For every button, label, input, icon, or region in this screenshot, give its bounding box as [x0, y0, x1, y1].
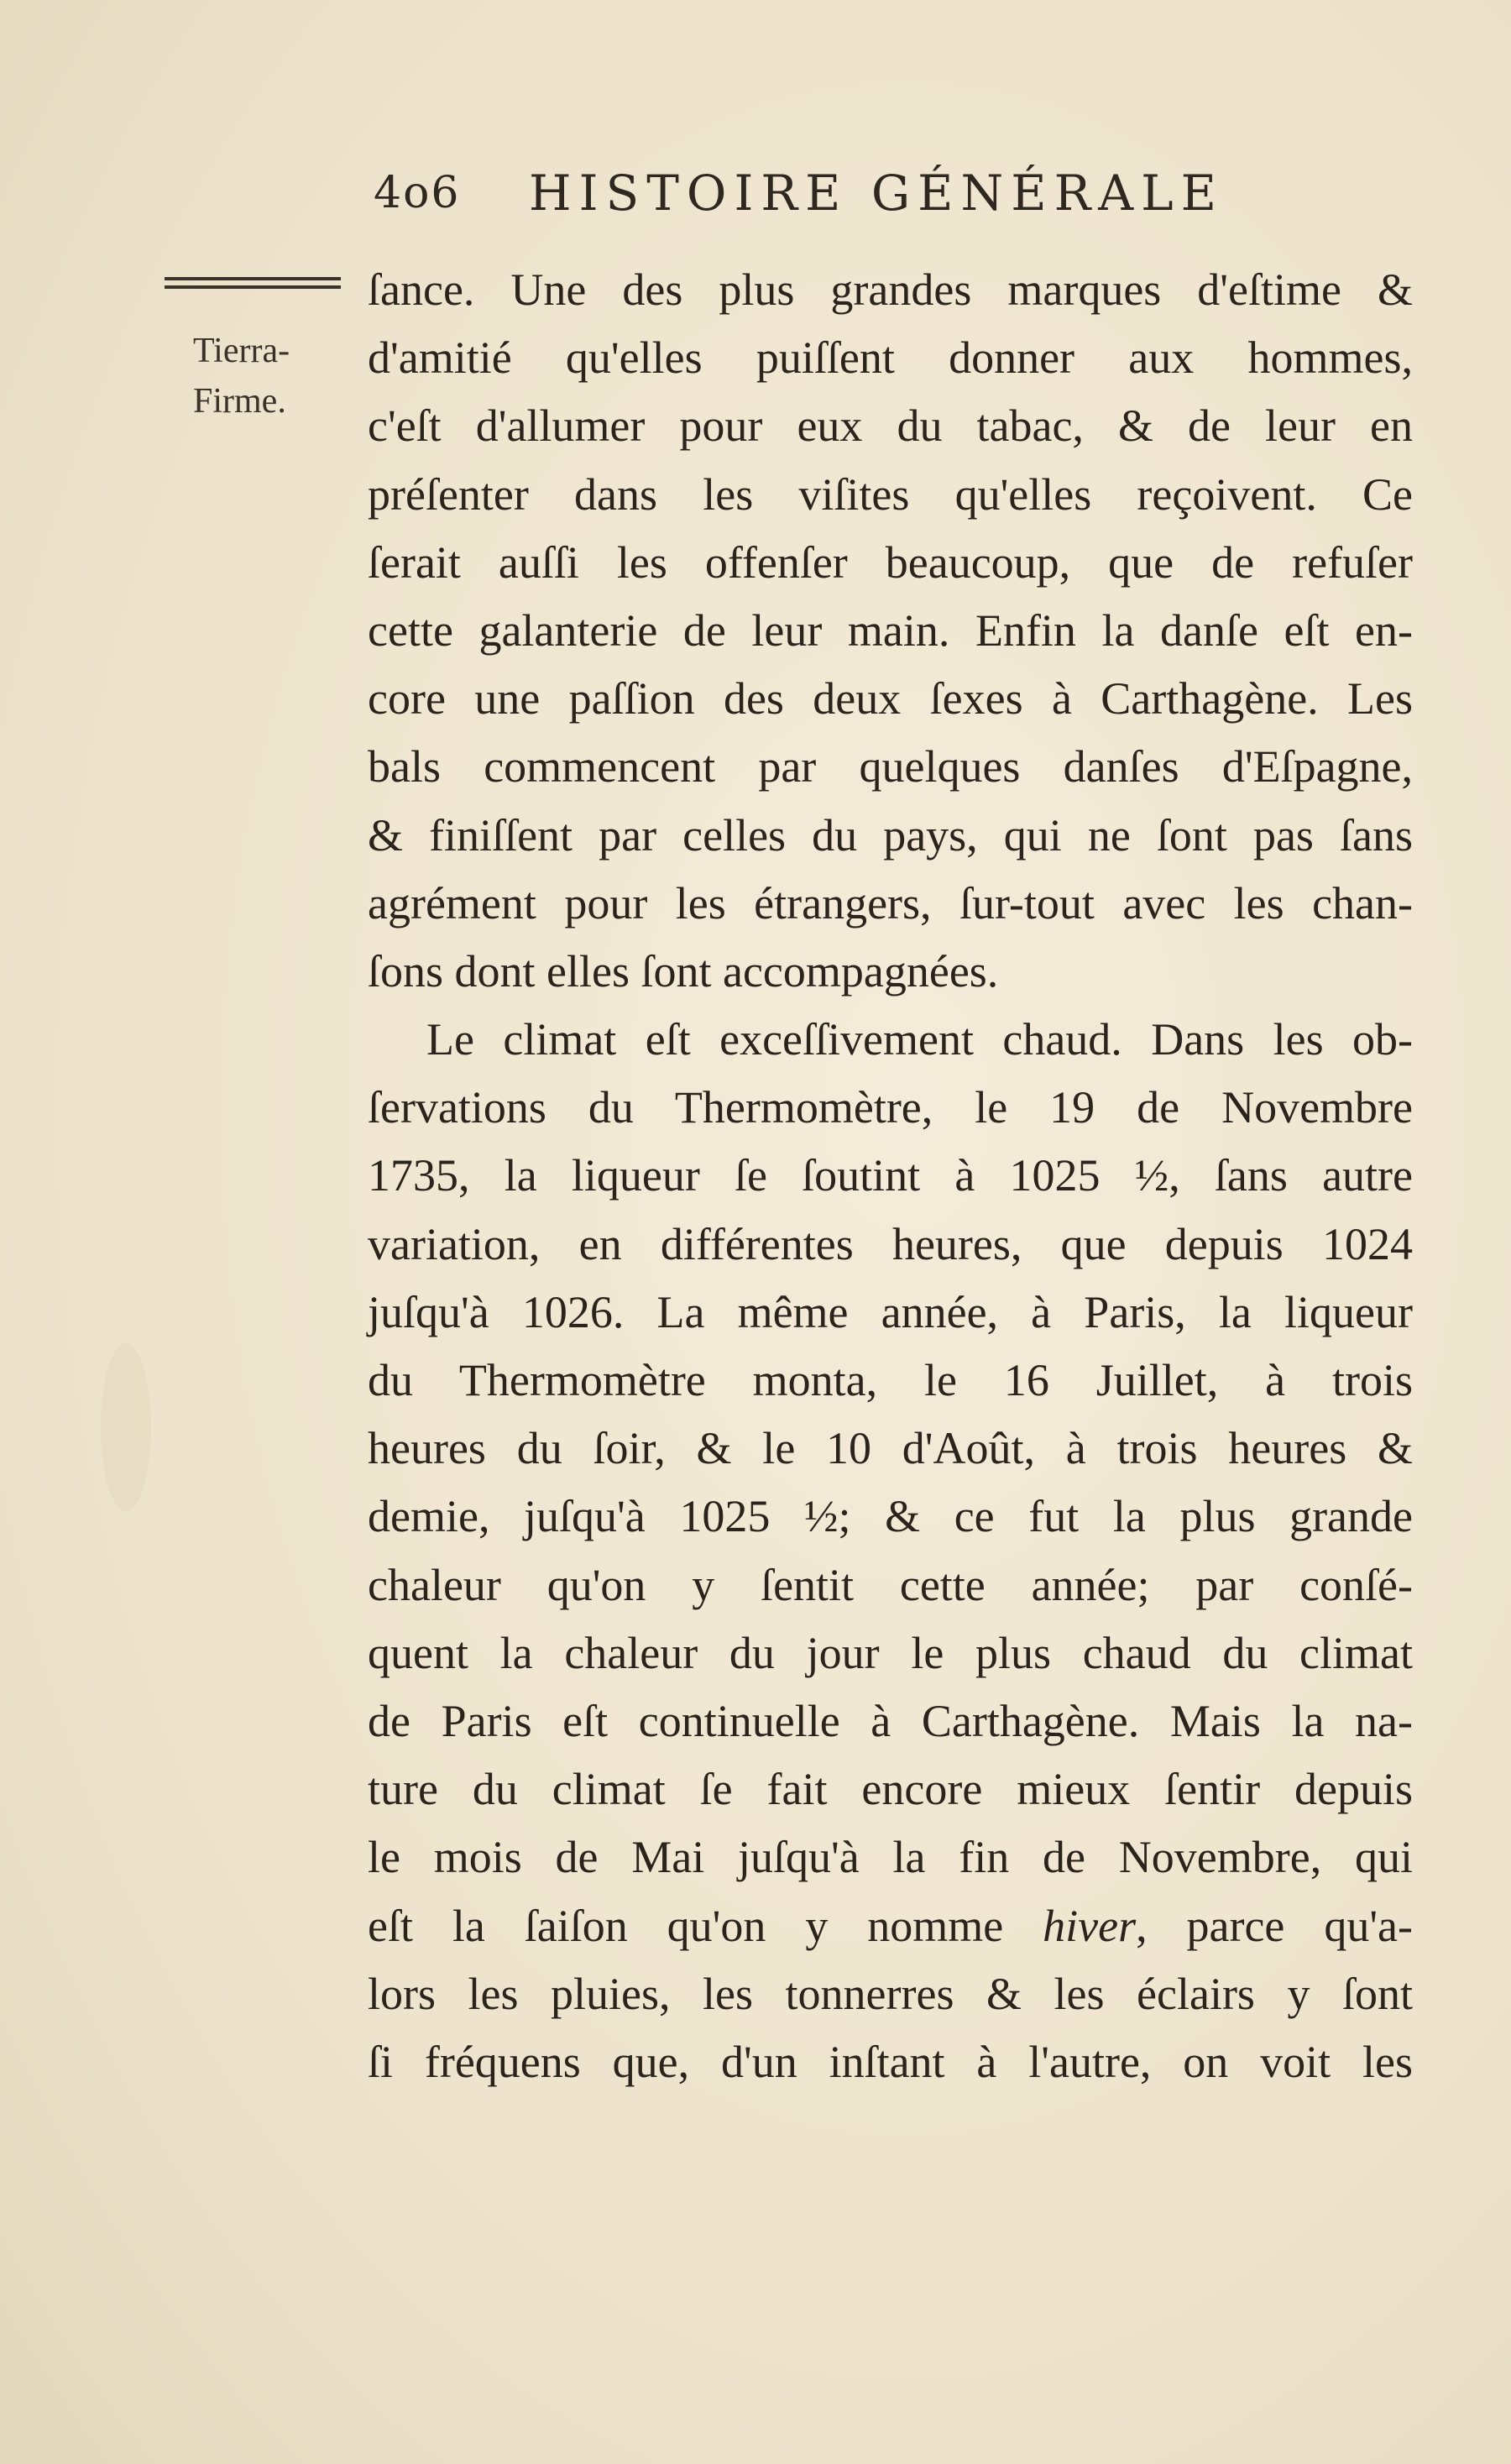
text-line: ture du climat ſe fait encore mieux ſentir depuis	[368, 1764, 1413, 1815]
text-segment: eſt la ſaiſon qu'on y nomme	[368, 1900, 1004, 1951]
text-line: variation, en différentes heures, que depuis 1024	[368, 1218, 1413, 1269]
text-line-with-italic	[368, 1892, 1413, 1960]
text-line: juſqu'à 1026. La même année, à Paris, la liqueur	[368, 1286, 1413, 1337]
paper-stain	[101, 1343, 151, 1511]
text-line: Le climat eſt exceſſivement chaud. Dans les ob-	[426, 1014, 1413, 1065]
text-line: ſons dont elles ſont accompagnées.	[368, 945, 999, 997]
text-line: agrément pour les étrangers, ſur-tout avec les chan-	[368, 877, 1413, 929]
text-line: & finiſſent par celles du pays, qui ne ſont pas ſans	[368, 809, 1413, 861]
margin-rule	[165, 277, 341, 289]
page-number: 4o6	[374, 168, 461, 218]
text-line: ſerait auſſi les offenſer beaucoup, que de refuſer	[368, 536, 1413, 588]
body-text	[368, 256, 1413, 2096]
text-segment: , parce qu'a-	[1136, 1900, 1413, 1951]
text-line: ſervations du Thermomètre, le 19 de Novembre	[368, 1082, 1413, 1133]
text-line: ſance. Une des plus grandes marques d'eſtime &	[368, 264, 1413, 315]
text-line: ſi fréquens que, d'un inſtant à l'autre, on voit les	[368, 2036, 1413, 2087]
italic-word: hiver	[1043, 1900, 1137, 1951]
running-title: HISTOIRE GÉNÉRALE	[529, 165, 1224, 222]
text-line: c'eſt d'allumer pour eux du tabac, & de leur en	[368, 400, 1413, 452]
text-line: de Paris eſt continuelle à Carthagène. Mais la na-	[368, 1695, 1413, 1746]
text-line: demie, juſqu'à 1025 ½; & ce fut la plus grande	[368, 1491, 1413, 1542]
text-line: core une paſſion des deux ſexes à Carthagène. Les	[368, 673, 1413, 725]
text-line: lors les pluies, les tonnerres & les éclairs y ſont	[368, 1968, 1413, 2019]
text-line: chaleur qu'on y ſentit cette année; par conſé-	[368, 1559, 1413, 1610]
text-line: d'amitié qu'elles puiſſent donner aux hommes,	[368, 332, 1413, 384]
text-line: heures du ſoir, & le 10 d'Août, à trois heures &	[368, 1423, 1413, 1474]
text-line: bals commencent par quelques danſes d'Eſpagne,	[368, 741, 1413, 793]
text-line: préſenter dans les viſites qu'elles reçoivent. Ce	[368, 468, 1413, 520]
text-line: du Thermomètre monta, le 16 Juillet, à trois	[368, 1355, 1413, 1405]
text-line: cette galanterie de leur main. Enfin la danſe eſt en-	[368, 604, 1413, 656]
marginal-note-line: Tierra-	[193, 332, 290, 370]
marginal-note	[193, 326, 290, 426]
text-line: quent la chaleur du jour le plus chaud du climat	[368, 1627, 1413, 1678]
marginal-note-line: Firme.	[193, 382, 286, 421]
text-line: le mois de Mai juſqu'à la fin de Novembre, qui	[368, 1832, 1413, 1883]
text-line: 1735, la liqueur ſe ſoutint à 1025 ½, ſans autre	[368, 1150, 1413, 1201]
